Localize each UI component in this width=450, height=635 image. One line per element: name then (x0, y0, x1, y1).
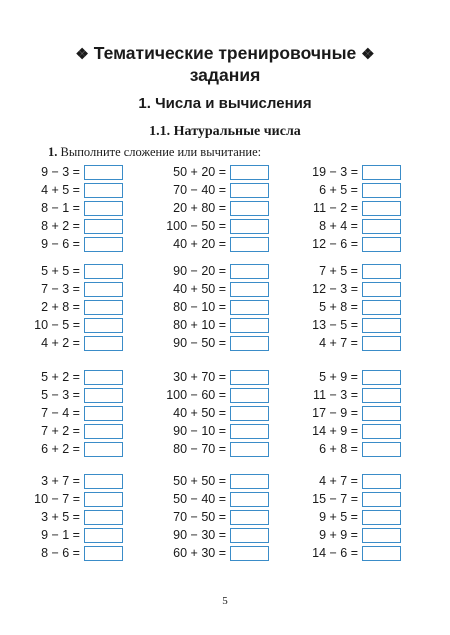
subsection-title: 1.1. Натуральные числа (149, 124, 301, 139)
answer-box[interactable] (362, 282, 401, 297)
ornament-icon: ❖ (75, 46, 89, 63)
answer-box[interactable] (362, 336, 401, 351)
exercise-row (278, 299, 401, 315)
exercise-row (0, 491, 123, 507)
answer-box[interactable] (84, 406, 123, 421)
exercise-row (146, 545, 269, 561)
exercise-row (278, 545, 401, 561)
section-title: 1. Числа и вычисления (138, 95, 312, 112)
exercise-expression: 6 + 5 = (319, 183, 358, 197)
exercise-expression: 6 + 2 = (41, 442, 80, 456)
exercise-expression: 50 + 20 = (173, 165, 226, 179)
answer-box[interactable] (84, 237, 123, 252)
exercise-row (0, 527, 123, 543)
exercise-row (146, 473, 269, 489)
answer-box[interactable] (230, 219, 269, 234)
exercise-row (146, 317, 269, 333)
answer-box[interactable] (230, 201, 269, 216)
answer-box[interactable] (84, 370, 123, 385)
answer-box[interactable] (84, 282, 123, 297)
exercise-row (146, 369, 269, 385)
answer-box[interactable] (230, 318, 269, 333)
ornament-icon: ❖ (361, 46, 375, 63)
exercise-expression: 3 + 7 = (41, 474, 80, 488)
answer-box[interactable] (84, 336, 123, 351)
answer-box[interactable] (362, 370, 401, 385)
answer-box[interactable] (362, 165, 401, 180)
exercise-expression: 4 + 5 = (41, 183, 80, 197)
exercise-row (146, 200, 269, 216)
answer-box[interactable] (84, 219, 123, 234)
exercise-expression: 10 − 7 = (34, 492, 80, 506)
exercise-expression: 19 − 3 = (312, 165, 358, 179)
exercise-expression: 13 − 5 = (312, 318, 358, 332)
exercise-expression: 9 − 1 = (41, 528, 80, 542)
exercise-expression: 9 − 3 = (41, 165, 80, 179)
exercise-row (278, 423, 401, 439)
exercise-row (0, 281, 123, 297)
exercise-expression: 30 + 70 = (173, 370, 226, 384)
answer-box[interactable] (230, 165, 269, 180)
exercise-row (146, 441, 269, 457)
exercise-expression: 14 + 9 = (312, 424, 358, 438)
exercise-expression: 7 + 2 = (41, 424, 80, 438)
exercise-expression: 12 − 6 = (312, 237, 358, 251)
answer-box[interactable] (84, 492, 123, 507)
exercise-expression: 90 − 20 = (173, 264, 226, 278)
exercise-expression: 4 + 7 = (319, 336, 358, 350)
answer-box[interactable] (84, 264, 123, 279)
exercise-row (0, 423, 123, 439)
exercise-row (278, 369, 401, 385)
exercise-row (146, 491, 269, 507)
answer-box[interactable] (230, 474, 269, 489)
exercise-row (0, 299, 123, 315)
exercise-row (146, 527, 269, 543)
answer-box[interactable] (230, 264, 269, 279)
exercise-expression: 7 − 3 = (41, 282, 80, 296)
answer-box[interactable] (84, 183, 123, 198)
task-instruction (48, 145, 261, 160)
answer-box[interactable] (230, 336, 269, 351)
exercise-expression: 7 + 5 = (319, 264, 358, 278)
exercise-row (278, 236, 401, 252)
exercise-row (0, 182, 123, 198)
answer-box[interactable] (362, 300, 401, 315)
task-text: Выполните сложение или вычитание: (60, 145, 262, 159)
exercise-expression: 14 − 6 = (312, 546, 358, 560)
answer-box[interactable] (230, 510, 269, 525)
exercise-expression: 80 + 10 = (173, 318, 226, 332)
exercise-expression: 9 + 5 = (319, 510, 358, 524)
exercise-row (146, 281, 269, 297)
answer-box[interactable] (362, 406, 401, 421)
exercise-expression: 5 + 5 = (41, 264, 80, 278)
answer-box[interactable] (362, 442, 401, 457)
answer-box[interactable] (362, 546, 401, 561)
exercise-row (0, 200, 123, 216)
exercise-expression: 8 + 2 = (41, 219, 80, 233)
exercise-expression: 12 − 3 = (312, 282, 358, 296)
answer-box[interactable] (84, 474, 123, 489)
page-heading (0, 43, 450, 85)
exercise-expression: 17 − 9 = (312, 406, 358, 420)
exercise-row (146, 509, 269, 525)
exercise-row (278, 405, 401, 421)
answer-box[interactable] (362, 318, 401, 333)
exercise-row (278, 335, 401, 351)
exercise-row (0, 218, 123, 234)
answer-box[interactable] (84, 510, 123, 525)
exercise-row (278, 200, 401, 216)
exercise-row (278, 281, 401, 297)
exercise-expression: 50 + 50 = (173, 474, 226, 488)
answer-box[interactable] (230, 492, 269, 507)
exercise-row (146, 164, 269, 180)
exercise-expression: 80 − 70 = (173, 442, 226, 456)
exercise-expression: 7 − 4 = (41, 406, 80, 420)
exercise-expression: 8 − 1 = (41, 201, 80, 215)
exercise-expression: 40 + 50 = (173, 406, 226, 420)
answer-box[interactable] (230, 282, 269, 297)
answer-box[interactable] (230, 546, 269, 561)
answer-box[interactable] (362, 388, 401, 403)
exercise-expression: 80 − 10 = (173, 300, 226, 314)
exercise-row (146, 299, 269, 315)
exercise-row (0, 473, 123, 489)
exercise-row (146, 263, 269, 279)
exercise-row (278, 527, 401, 543)
answer-box[interactable] (362, 510, 401, 525)
answer-box[interactable] (230, 528, 269, 543)
answer-box[interactable] (362, 219, 401, 234)
exercise-row (0, 263, 123, 279)
exercise-expression: 60 + 30 = (173, 546, 226, 560)
answer-box[interactable] (230, 424, 269, 439)
exercise-row (278, 441, 401, 457)
exercise-expression: 11 − 3 = (313, 388, 358, 402)
exercise-row (278, 509, 401, 525)
exercise-expression: 90 − 10 = (173, 424, 226, 438)
exercise-expression: 15 − 7 = (312, 492, 358, 506)
exercise-row (0, 369, 123, 385)
exercise-row (0, 509, 123, 525)
exercise-row (0, 335, 123, 351)
exercise-expression: 9 + 9 = (319, 528, 358, 542)
answer-box[interactable] (230, 183, 269, 198)
exercise-row (0, 441, 123, 457)
exercise-expression: 8 + 4 = (319, 219, 358, 233)
exercise-row (146, 236, 269, 252)
answer-box[interactable] (84, 424, 123, 439)
exercise-expression: 90 − 30 = (173, 528, 226, 542)
answer-box[interactable] (84, 388, 123, 403)
exercise-row (278, 473, 401, 489)
answer-box[interactable] (362, 201, 401, 216)
answer-box[interactable] (362, 492, 401, 507)
answer-box[interactable] (362, 237, 401, 252)
answer-box[interactable] (362, 474, 401, 489)
exercise-expression: 10 − 5 = (34, 318, 80, 332)
exercise-expression: 4 + 7 = (319, 474, 358, 488)
exercise-expression: 9 − 6 = (41, 237, 80, 251)
exercise-row (278, 164, 401, 180)
exercise-expression: 90 − 50 = (173, 336, 226, 350)
answer-box[interactable] (84, 201, 123, 216)
answer-box[interactable] (230, 442, 269, 457)
heading-line-1: Тематические тренировочные (93, 43, 357, 63)
answer-box[interactable] (84, 528, 123, 543)
exercise-row (0, 164, 123, 180)
exercise-row (278, 263, 401, 279)
exercise-row (0, 317, 123, 333)
exercise-row (146, 335, 269, 351)
exercise-row (146, 423, 269, 439)
answer-box[interactable] (230, 370, 269, 385)
answer-box[interactable] (362, 264, 401, 279)
exercise-row (278, 491, 401, 507)
exercise-expression: 5 + 8 = (319, 300, 358, 314)
exercise-expression: 2 + 8 = (41, 300, 80, 314)
heading-line-2: задания (189, 65, 261, 85)
answer-box[interactable] (362, 424, 401, 439)
exercise-expression: 100 − 50 = (166, 219, 226, 233)
answer-box[interactable] (362, 183, 401, 198)
page-number: 5 (222, 595, 228, 607)
exercise-row (278, 218, 401, 234)
answer-box[interactable] (230, 237, 269, 252)
exercise-row (0, 405, 123, 421)
answer-box[interactable] (84, 165, 123, 180)
exercise-row (278, 317, 401, 333)
exercise-expression: 11 − 2 = (313, 201, 358, 215)
exercise-expression: 6 + 8 = (319, 442, 358, 456)
exercise-expression: 4 + 2 = (41, 336, 80, 350)
exercise-row (146, 218, 269, 234)
exercise-expression: 40 + 50 = (173, 282, 226, 296)
answer-box[interactable] (230, 388, 269, 403)
exercise-expression: 50 − 40 = (173, 492, 226, 506)
exercise-row (0, 236, 123, 252)
exercise-expression: 40 + 20 = (173, 237, 226, 251)
exercise-row (146, 387, 269, 403)
task-number: 1. (48, 145, 58, 159)
exercise-row (146, 182, 269, 198)
exercise-expression: 100 − 60 = (166, 388, 226, 402)
exercise-expression: 5 − 3 = (41, 388, 80, 402)
exercise-expression: 70 − 50 = (173, 510, 226, 524)
answer-box[interactable] (362, 528, 401, 543)
answer-box[interactable] (230, 300, 269, 315)
exercise-expression: 5 + 2 = (41, 370, 80, 384)
exercise-row (0, 545, 123, 561)
exercise-expression: 20 + 80 = (173, 201, 226, 215)
answer-box[interactable] (84, 546, 123, 561)
exercise-expression: 8 − 6 = (41, 546, 80, 560)
answer-box[interactable] (84, 442, 123, 457)
exercise-row (278, 182, 401, 198)
exercise-expression: 70 − 40 = (173, 183, 226, 197)
exercise-row (278, 387, 401, 403)
exercise-row (0, 387, 123, 403)
answer-box[interactable] (84, 318, 123, 333)
exercise-expression: 3 + 5 = (41, 510, 80, 524)
exercise-row (146, 405, 269, 421)
answer-box[interactable] (84, 300, 123, 315)
answer-box[interactable] (230, 406, 269, 421)
exercise-expression: 5 + 9 = (319, 370, 358, 384)
